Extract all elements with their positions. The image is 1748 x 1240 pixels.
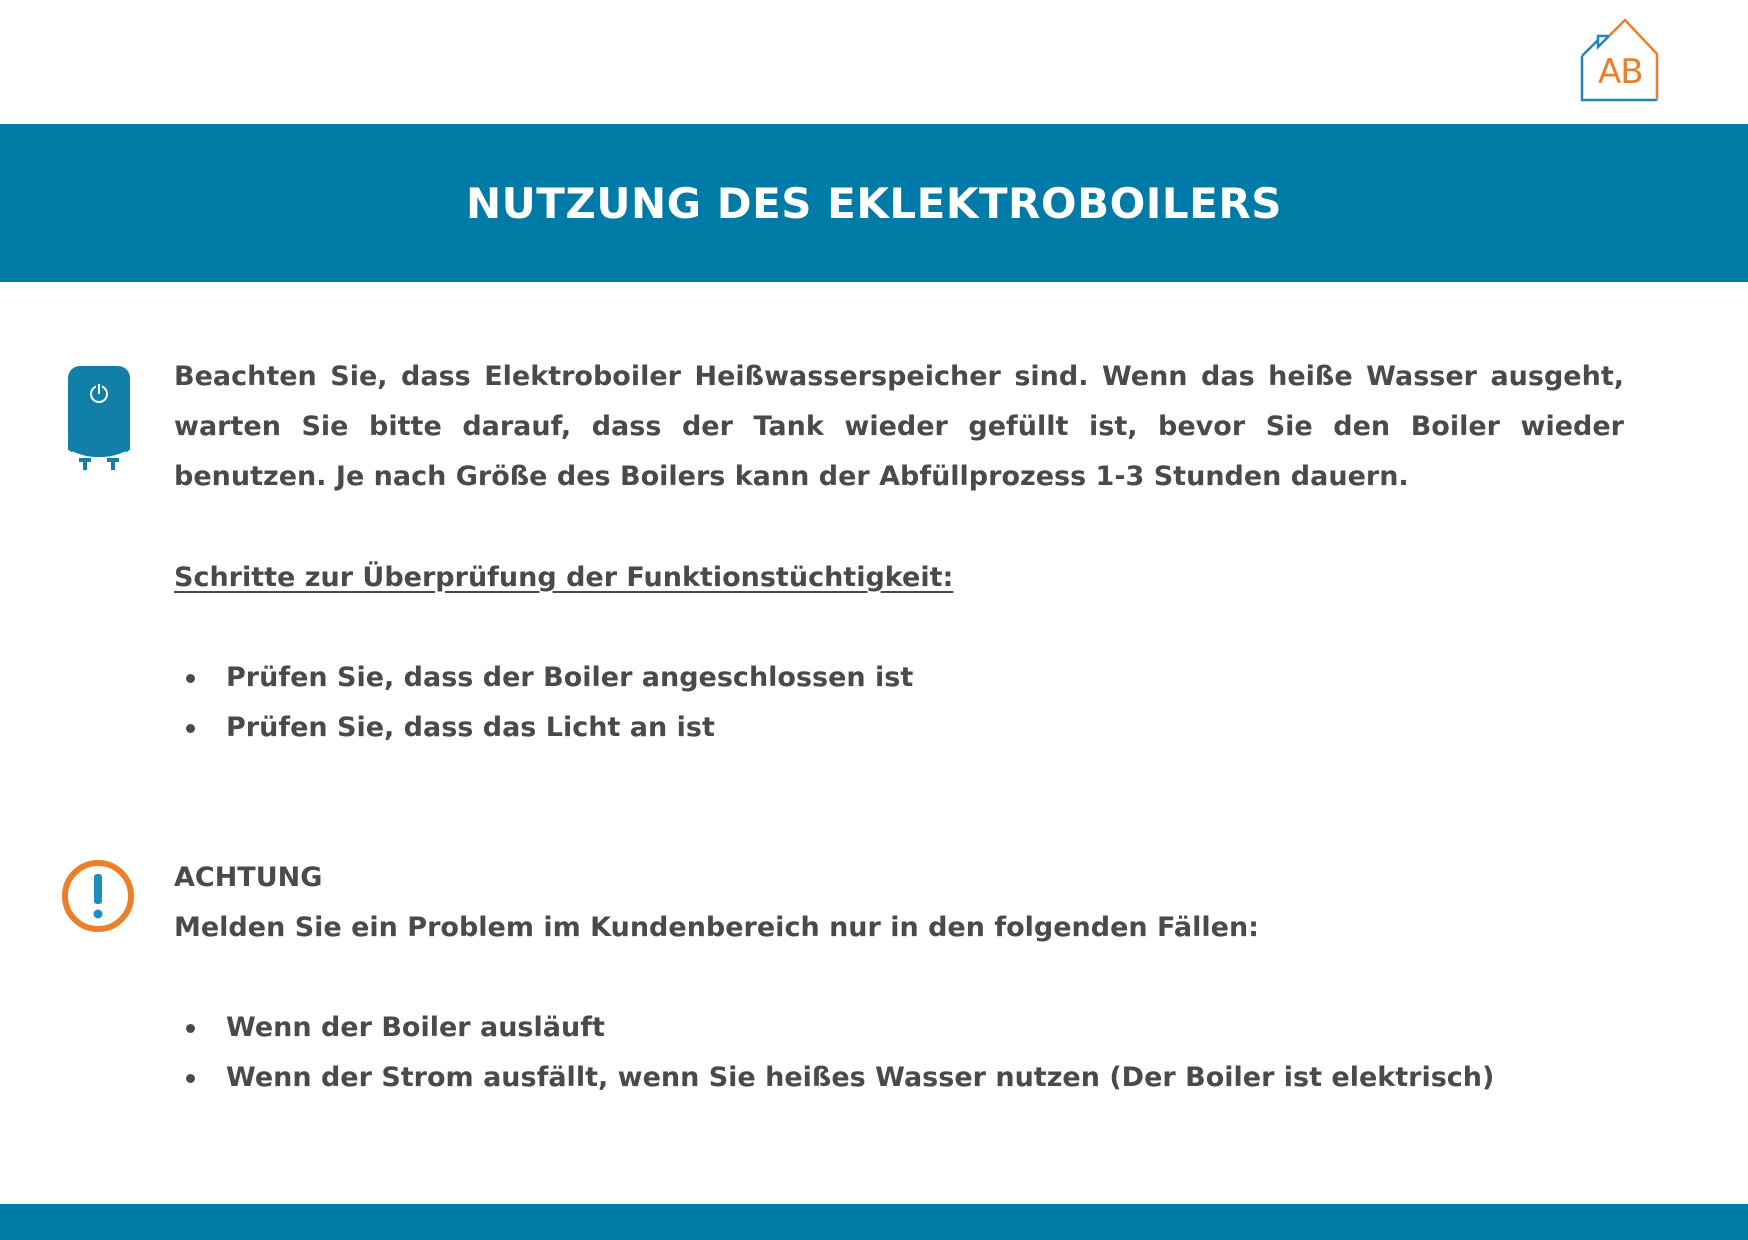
list-item: Prüfen Sie, dass das Licht an ist	[174, 703, 913, 753]
steps-list	[174, 653, 913, 753]
intro-paragraph: Beachten Sie, dass Elektroboiler Heißwasserspeicher sind. Wenn das heiße Wasser ausgeht, warten Sie bitte darauf, dass der Tank wieder gefüllt ist, bevor Sie den Boiler wieder benutzen. Je nach Größe des Boilers kann der Abfüllprozess 1-3 Stunden dauern.	[174, 361, 1624, 492]
warning-text: Melden Sie ein Problem im Kundenbereich nur in den folgenden Fällen:	[174, 912, 1259, 943]
water-heater-icon	[66, 366, 132, 472]
list-item: Prüfen Sie, dass der Boiler angeschlossen ist	[174, 653, 913, 703]
exclamation-circle-icon	[60, 858, 136, 934]
list-item: Wenn der Strom ausfällt, wenn Sie heißes Wasser nutzen (Der Boiler ist elektrisch)	[174, 1053, 1494, 1103]
page-title: NUTZUNG DES EKLEKTROBOILERS	[466, 178, 1282, 228]
cases-list	[174, 1003, 1494, 1103]
logo-text: AB	[1598, 52, 1643, 92]
footer-band	[0, 1204, 1748, 1240]
header-band	[0, 124, 1748, 282]
list-item: Wenn der Boiler ausläuft	[174, 1003, 1494, 1053]
steps-heading: Schritte zur Überprüfung der Funktionstüchtigkeit:	[174, 562, 954, 593]
warning-title: ACHTUNG	[174, 862, 323, 893]
